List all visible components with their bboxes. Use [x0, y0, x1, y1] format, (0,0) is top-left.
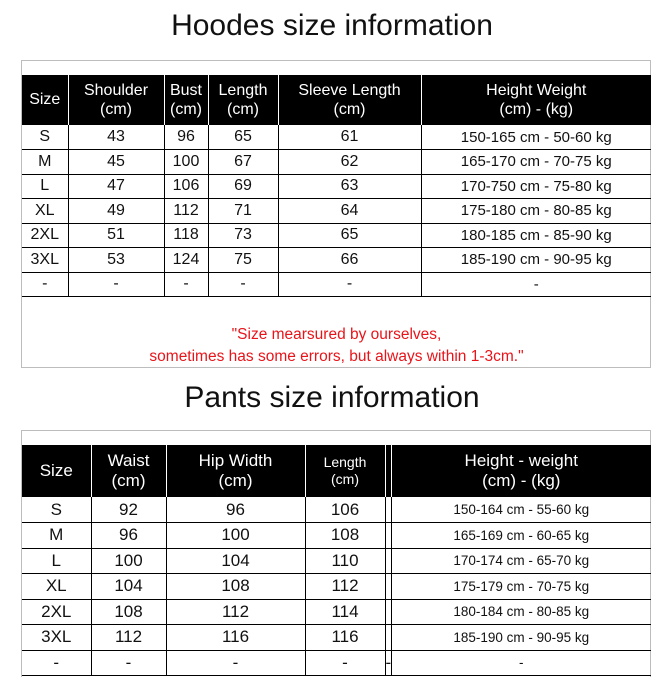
pants-table-cell: -	[305, 650, 385, 676]
hoodies-table-cell: 73	[208, 223, 278, 248]
pants-header-unit: (cm)	[331, 471, 359, 487]
pants-table-cell: 116	[166, 625, 305, 651]
hoodies-table-cell: 150-165 cm - 50-60 kg	[421, 125, 651, 150]
hoodies-table-cell: 63	[278, 174, 421, 199]
hoodies-table-cell: 180-185 cm - 85-90 kg	[421, 223, 651, 248]
pants-table-cell: 170-174 cm - 65-70 kg	[391, 548, 651, 574]
table-row	[22, 650, 651, 676]
table-row	[22, 150, 651, 175]
hoodies-table-cell: 62	[278, 150, 421, 175]
hoodies-table-cell: 112	[164, 199, 208, 224]
hoodies-header-unit: (cm) - (kg)	[499, 101, 574, 118]
pants-title: Pants size information	[184, 381, 480, 414]
hoodies-table-cell: 61	[278, 125, 421, 150]
pants-table-cell: L	[22, 548, 91, 574]
hoodies-header-unit: (cm)	[100, 101, 132, 118]
hoodies-table-cell: 65	[208, 125, 278, 150]
hoodies-table-cell: 64	[278, 199, 421, 224]
pants-header-label: Size	[39, 460, 73, 480]
table-row	[22, 125, 651, 150]
pants-table-cell: 180-184 cm - 80-85 kg	[391, 599, 651, 625]
pants-header-unit: (cm)	[111, 471, 146, 490]
pants-table-cell: 96	[91, 523, 166, 549]
pants-table-cell: 100	[166, 523, 305, 549]
hoodies-table-cell: XL	[22, 199, 68, 224]
table-row	[22, 548, 651, 574]
pants-table-cell: 108	[91, 599, 166, 625]
pants-table-cell: M	[22, 523, 91, 549]
hoodies-table-cell: -	[164, 272, 208, 297]
pants-table-cell: -	[22, 650, 91, 676]
table-row	[22, 199, 651, 224]
hoodies-header-label: Shoulder	[83, 81, 149, 99]
hoodies-table-cell: 47	[68, 174, 164, 199]
hoodies-table-cell: 51	[68, 223, 164, 248]
pants-table-cell: 116	[305, 625, 385, 651]
hoodies-table-cell: -	[278, 272, 421, 297]
pants-header-label: Hip Width	[198, 450, 273, 470]
hoodies-table-cell: 2XL	[22, 223, 68, 248]
hoodies-table-cell: 53	[68, 248, 164, 273]
hoodies-table-cell: 65	[278, 223, 421, 248]
hoodies-table-cell: 118	[164, 223, 208, 248]
hoodies-header-label: Size	[29, 91, 61, 109]
pants-table-cell: 108	[166, 574, 305, 600]
pants-table-cell: 112	[305, 574, 385, 600]
hoodies-size-table	[22, 75, 651, 297]
hoodies-header-label: Length	[218, 81, 268, 99]
hoodies-table-cell: 106	[164, 174, 208, 199]
pants-header-cell	[22, 445, 91, 497]
table-row	[22, 248, 651, 273]
table-row	[22, 599, 651, 625]
hoodies-table-cell: 165-170 cm - 70-75 kg	[421, 150, 651, 175]
hoodies-table-cell: -	[22, 272, 68, 297]
hoodies-header-cell	[22, 75, 68, 125]
pants-table-cell: -	[391, 650, 651, 676]
measurement-note-line-1: "Size mearsured by ourselves,	[231, 326, 442, 343]
pants-header-label: Height - weight	[464, 450, 578, 470]
hoodies-table-cell: 100	[164, 150, 208, 175]
hoodies-size-panel	[21, 60, 651, 368]
table-row	[22, 174, 651, 199]
pants-table-cell: -	[166, 650, 305, 676]
pants-table-cell: 114	[305, 599, 385, 625]
hoodies-table-cell: 49	[68, 199, 164, 224]
hoodies-table-cell: 96	[164, 125, 208, 150]
hoodies-header-label: Height Weight	[486, 81, 587, 99]
pants-table-cell: 112	[166, 599, 305, 625]
pants-table-cell: S	[22, 497, 91, 523]
pants-table-cell: 100	[91, 548, 166, 574]
hoodies-header-cell	[68, 75, 164, 125]
hoodies-table-cell: S	[22, 125, 68, 150]
hoodies-table-cell: -	[208, 272, 278, 297]
pants-header-label: Waist	[107, 450, 150, 470]
hoodies-table-cell: 71	[208, 199, 278, 224]
hoodies-header-cell	[208, 75, 278, 125]
pants-table-cell: 150-164 cm - 55-60 kg	[391, 497, 651, 523]
table-row	[22, 223, 651, 248]
table-row	[22, 523, 651, 549]
pants-table-cell: 104	[166, 548, 305, 574]
pants-size-table	[22, 445, 651, 676]
hoodies-table-cell: 67	[208, 150, 278, 175]
hoodies-header-cell	[278, 75, 421, 125]
hoodies-header-cell	[421, 75, 651, 125]
pants-table-cell: -	[385, 650, 391, 676]
hoodies-table-cell: 66	[278, 248, 421, 273]
hoodies-table-cell: 185-190 cm - 90-95 kg	[421, 248, 651, 273]
pants-header-cell	[166, 445, 305, 497]
pants-header-label: Length	[323, 454, 367, 471]
pants-table-cell: 2XL	[22, 599, 91, 625]
pants-table-cell: 165-169 cm - 60-65 kg	[391, 523, 651, 549]
pants-table-cell: XL	[22, 574, 91, 600]
pants-header-cell	[391, 445, 651, 497]
pants-header-unit: (cm) - (kg)	[482, 471, 561, 490]
pants-table-cell: 108	[305, 523, 385, 549]
hoodies-header-label: Sleeve Length	[298, 81, 401, 99]
pants-table-cell: 96	[166, 497, 305, 523]
hoodies-table-cell: 175-180 cm - 80-85 kg	[421, 199, 651, 224]
hoodies-title: Hoodes size information	[171, 9, 493, 42]
pants-size-panel	[21, 430, 651, 677]
hoodies-header-unit: (cm)	[227, 101, 259, 118]
hoodies-table-cell: 45	[68, 150, 164, 175]
hoodies-header-cell	[164, 75, 208, 125]
pants-table-cell: 175-179 cm - 70-75 kg	[391, 574, 651, 600]
pants-table-cell: 110	[305, 548, 385, 574]
table-row	[22, 497, 651, 523]
hoodies-table-cell: 43	[68, 125, 164, 150]
pants-table-cell: -	[91, 650, 166, 676]
hoodies-header-unit: (cm)	[170, 101, 202, 118]
pants-header-cell	[91, 445, 166, 497]
measurement-note-line-2: sometimes has some errors, but always within 1-3cm."	[149, 348, 524, 365]
hoodies-table-cell: 75	[208, 248, 278, 273]
hoodies-table-cell: L	[22, 174, 68, 199]
pants-table-cell: 185-190 cm - 90-95 kg	[391, 625, 651, 651]
pants-header-unit: (cm)	[218, 471, 253, 490]
pants-table-cell: 106	[305, 497, 385, 523]
hoodies-table-cell: 124	[164, 248, 208, 273]
hoodies-table-cell: -	[68, 272, 164, 297]
pants-table-cell: 92	[91, 497, 166, 523]
pants-table-cell: 112	[91, 625, 166, 651]
hoodies-header-unit: (cm)	[333, 101, 366, 118]
hoodies-table-cell: 170-750 cm - 75-80 kg	[421, 174, 651, 199]
hoodies-table-cell: M	[22, 150, 68, 175]
hoodies-table-cell: -	[421, 272, 651, 297]
hoodies-table-cell: 3XL	[22, 248, 68, 273]
hoodies-header-label: Bust	[169, 81, 202, 99]
hoodies-table-cell: 69	[208, 174, 278, 199]
pants-table-cell: 3XL	[22, 625, 91, 651]
table-row	[22, 625, 651, 651]
pants-header-cell	[305, 445, 385, 497]
pants-table-cell: 104	[91, 574, 166, 600]
table-row	[22, 272, 651, 297]
table-row	[22, 574, 651, 600]
